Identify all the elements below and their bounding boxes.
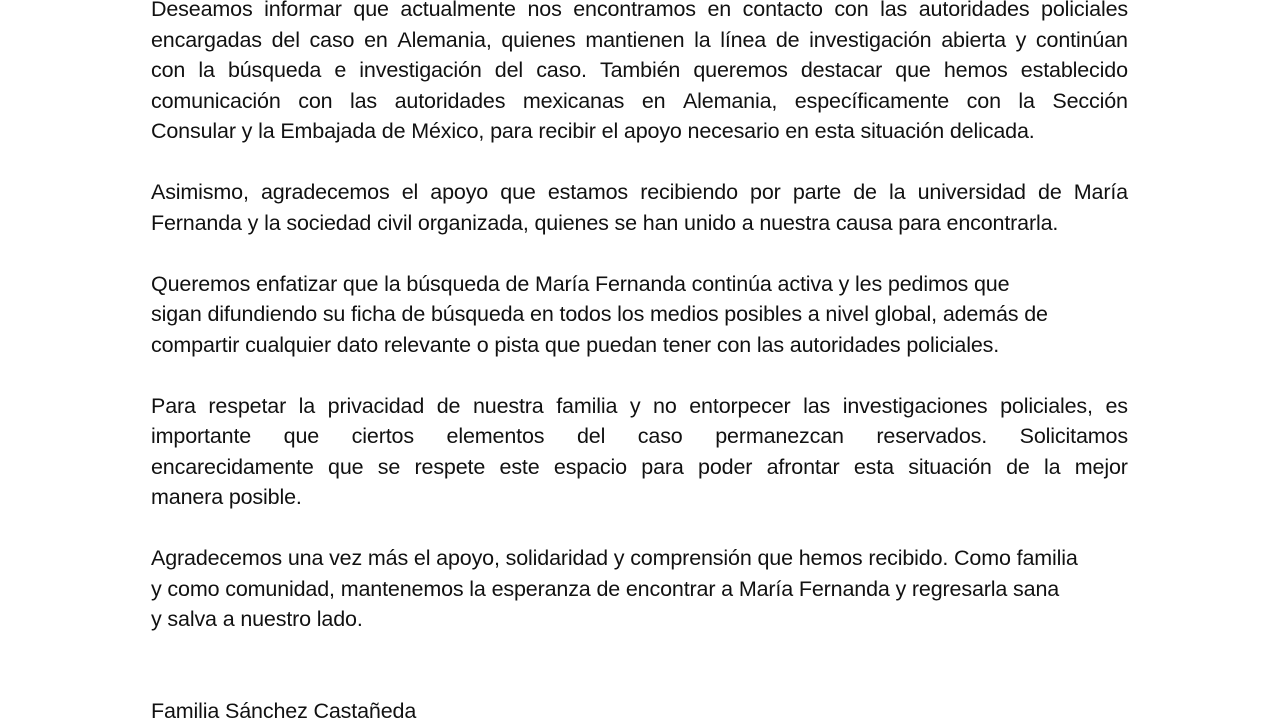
word: Deseamos (151, 0, 253, 25)
paragraph-search-active (151, 269, 1128, 361)
word: importante (151, 421, 251, 452)
word: familia (556, 391, 617, 422)
paragraph-privacy (151, 391, 1128, 513)
word: María (1074, 177, 1128, 208)
word: nuestra (473, 391, 544, 422)
word: investigación (809, 25, 931, 56)
word: agradecemos (261, 177, 390, 208)
word: en (364, 25, 388, 56)
word: contacto (743, 0, 823, 25)
word: caso (638, 421, 683, 452)
word: del (495, 55, 523, 86)
paragraph-investigation (151, 0, 1128, 147)
word: encargadas (151, 25, 262, 56)
word: que (353, 0, 388, 25)
word: autoridades (919, 0, 1030, 25)
word: que (328, 452, 363, 483)
word: con (967, 86, 1001, 117)
text-line (151, 177, 1128, 208)
word: este (500, 452, 540, 483)
word: la (299, 391, 315, 422)
word: elementos (447, 421, 545, 452)
word: permanezcan (715, 421, 844, 452)
word: y (630, 391, 641, 422)
word: entorpecer (689, 391, 790, 422)
word: por (750, 177, 781, 208)
text-line: sigan difundiendo su ficha de búsqueda en todos los medios posibles a nivel global, además de (151, 299, 1128, 330)
word: Alemania, (683, 86, 777, 117)
word: Asimismo, (151, 177, 249, 208)
word: de (1006, 452, 1030, 483)
word: autoridades (395, 86, 506, 117)
word: encontramos (573, 0, 696, 25)
text-line (151, 452, 1128, 483)
word: Para (151, 391, 196, 422)
word: mejor (1075, 452, 1128, 483)
word: ciertos (352, 421, 414, 452)
word: es (1105, 391, 1127, 422)
word: policiales, (1000, 391, 1093, 422)
text-line (151, 391, 1128, 422)
signature (151, 696, 1128, 726)
word: las (803, 391, 830, 422)
text-line: manera posible. (151, 482, 1128, 513)
text-line: Agradecemos una vez más el apoyo, solidaridad y comprensión que hemos recibido. Como familia (151, 543, 1128, 574)
text-line: y como comunidad, mantenemos la esperanza de encontrar a María Fernanda y regresarla sana (151, 574, 1128, 605)
word: continúan (1036, 25, 1128, 56)
word: actualmente (400, 0, 515, 25)
text-line: Fernanda y la sociedad civil organizada, quienes se han unido a nuestra causa para encontrarla. (151, 208, 1128, 239)
text-line: Queremos enfatizar que la búsqueda de María Fernanda continúa activa y les pedimos que (151, 269, 1128, 300)
word: las (880, 0, 907, 25)
word: del (577, 421, 605, 452)
word: con (834, 0, 868, 25)
word: caso (310, 25, 355, 56)
text-line (151, 0, 1128, 25)
word: situación (908, 452, 992, 483)
word: esta (854, 452, 894, 483)
word: universidad (918, 177, 1026, 208)
word: investigaciones (843, 391, 988, 422)
word: de (437, 391, 461, 422)
word: que (895, 55, 930, 86)
word: respete (415, 452, 486, 483)
word: que (500, 177, 535, 208)
word: abierta (941, 25, 1006, 56)
word: la (889, 177, 905, 208)
word: policiales (1041, 0, 1128, 25)
text-line (151, 55, 1128, 86)
word: mantienen (585, 25, 684, 56)
text-line: y salva a nuestro lado. (151, 604, 1128, 635)
word: Alemania, (397, 25, 491, 56)
word: poder (698, 452, 752, 483)
word: hemos (944, 55, 1008, 86)
word: de (776, 25, 800, 56)
word: con (151, 55, 185, 86)
signature-text: Familia Sánchez Castañeda (151, 696, 1128, 726)
text-line: compartir cualquier dato relevante o pista que puedan tener con las autoridades policiales. (151, 330, 1128, 361)
word: También (600, 55, 680, 86)
word: de (853, 177, 877, 208)
word: la (1018, 86, 1034, 117)
word: las (350, 86, 377, 117)
word: comunicación (151, 86, 281, 117)
text-line (151, 421, 1128, 452)
word: establecido (1021, 55, 1128, 86)
word: en (707, 0, 731, 25)
word: apoyo (430, 177, 488, 208)
word: informar (264, 0, 342, 25)
text-line (151, 25, 1128, 56)
word: búsqueda (228, 55, 321, 86)
word: mexicanas (523, 86, 624, 117)
word: de (1038, 177, 1062, 208)
word: e (334, 55, 346, 86)
text-line: Consular y la Embajada de México, para recibir el apoyo necesario en esta situación delicada. (151, 116, 1128, 147)
word: afrontar (767, 452, 840, 483)
word: que (284, 421, 319, 452)
paragraph-closing (151, 543, 1128, 635)
word: investigación (359, 55, 481, 86)
word: nos (527, 0, 561, 25)
word: en (642, 86, 666, 117)
word: no (653, 391, 677, 422)
word: del (272, 25, 300, 56)
word: el (402, 177, 418, 208)
word: privacidad (328, 391, 425, 422)
document-page (151, 0, 1128, 726)
word: queremos (693, 55, 787, 86)
text-line (151, 86, 1128, 117)
word: estamos (548, 177, 628, 208)
word: respetar (208, 391, 286, 422)
word: y (1016, 25, 1027, 56)
word: Sección (1052, 86, 1127, 117)
word: caso. (536, 55, 587, 86)
word: línea (720, 25, 766, 56)
word: reservados. (876, 421, 987, 452)
word: recibiendo (640, 177, 738, 208)
word: la (198, 55, 214, 86)
word: espacio (554, 452, 627, 483)
word: quienes (501, 25, 575, 56)
word: específicamente (795, 86, 949, 117)
word: la (694, 25, 710, 56)
word: la (1044, 452, 1060, 483)
word: para (641, 452, 683, 483)
word: destacar (801, 55, 882, 86)
word: encarecidamente (151, 452, 314, 483)
paragraph-gratitude-university (151, 177, 1128, 238)
word: se (378, 452, 400, 483)
word: Solicitamos (1020, 421, 1128, 452)
word: con (298, 86, 332, 117)
word: parte (793, 177, 841, 208)
